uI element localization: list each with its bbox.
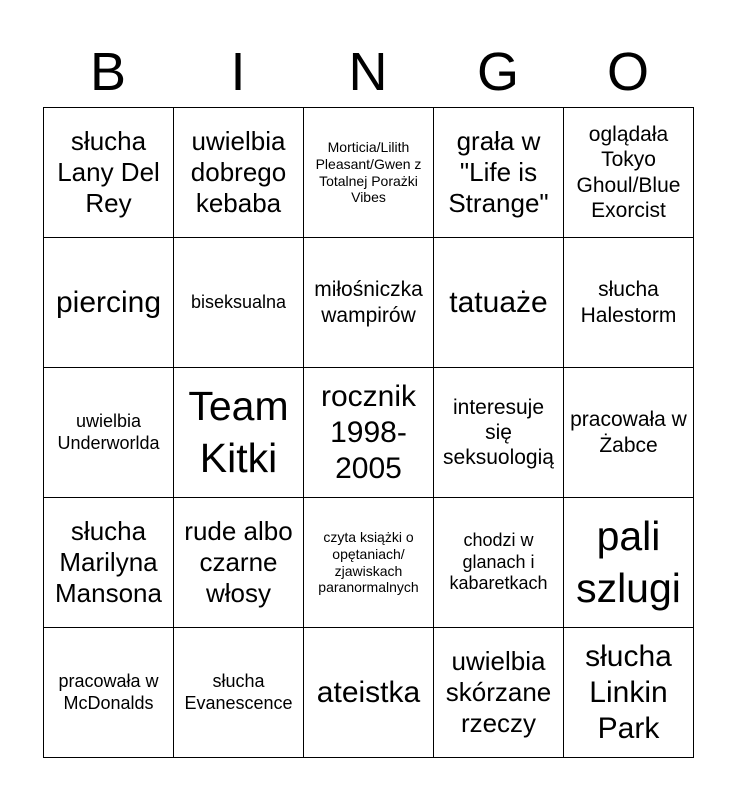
cell-text: słucha Evanescence bbox=[184, 670, 293, 713]
cell-text: tatuaże bbox=[449, 285, 548, 319]
bingo-cell[interactable] bbox=[304, 368, 434, 498]
cell-text: oglądała Tokyo Ghoul/Blue Exorcist bbox=[576, 123, 681, 222]
bingo-cell[interactable] bbox=[434, 238, 564, 368]
cell-text: Morticia/Lilith Pleasant/Gwen z Totalnej Porażki Vibes bbox=[315, 138, 422, 206]
bingo-header bbox=[43, 40, 693, 104]
cell-text: rocznik 1998-2005 bbox=[320, 379, 417, 485]
cell-text: słucha Marilyna Mansona bbox=[55, 515, 162, 609]
cell-text: słucha Lany Del Rey bbox=[57, 125, 160, 219]
cell-text: interesuje się seksuologią bbox=[443, 395, 554, 470]
cell-text: chodzi w glanach i kabaretkach bbox=[449, 530, 548, 594]
bingo-cell[interactable] bbox=[174, 108, 304, 238]
header-letter-b: B bbox=[89, 42, 127, 102]
header-letter-i: I bbox=[230, 42, 246, 102]
bingo-cell[interactable] bbox=[174, 368, 304, 498]
bingo-cell[interactable] bbox=[564, 498, 694, 628]
cell-text: uwielbia Underworlda bbox=[57, 410, 160, 453]
bingo-cell[interactable] bbox=[174, 498, 304, 628]
cell-text: uwielbia dobrego kebaba bbox=[190, 125, 287, 219]
cell-text: miłośniczka wampirów bbox=[314, 278, 423, 327]
bingo-cell[interactable] bbox=[564, 628, 694, 758]
cell-text: pracowała w McDonalds bbox=[58, 670, 159, 713]
bingo-cell[interactable] bbox=[44, 238, 174, 368]
bingo-cell[interactable] bbox=[304, 238, 434, 368]
cell-text: uwielbia skórzane rzeczy bbox=[445, 645, 552, 739]
header-letter-g: G bbox=[476, 42, 519, 102]
bingo-cell[interactable] bbox=[174, 238, 304, 368]
bingo-cell[interactable] bbox=[304, 628, 434, 758]
cell-text: grała w "Life is Strange" bbox=[448, 125, 549, 219]
cell-text: pracowała w Żabce bbox=[570, 408, 687, 457]
bingo-cell[interactable] bbox=[564, 238, 694, 368]
bingo-cell[interactable] bbox=[434, 108, 564, 238]
bingo-cell[interactable] bbox=[304, 498, 434, 628]
bingo-cell[interactable] bbox=[44, 108, 174, 238]
cell-text: słucha Halestorm bbox=[580, 278, 677, 327]
bingo-cell[interactable] bbox=[44, 368, 174, 498]
cell-text: pali szlugi bbox=[576, 513, 681, 611]
bingo-cell[interactable] bbox=[44, 498, 174, 628]
bingo-cell[interactable] bbox=[564, 108, 694, 238]
bingo-cell[interactable] bbox=[564, 368, 694, 498]
cell-text: Team Kitki bbox=[188, 383, 289, 481]
bingo-cell[interactable] bbox=[434, 368, 564, 498]
cell-text: biseksualna bbox=[190, 291, 287, 312]
cell-text: piercing bbox=[55, 285, 162, 319]
cell-text: ateistka bbox=[316, 675, 421, 709]
bingo-cell[interactable] bbox=[434, 628, 564, 758]
bingo-grid bbox=[43, 107, 694, 758]
bingo-cell[interactable] bbox=[174, 628, 304, 758]
header-letter-o: O bbox=[606, 42, 649, 102]
cell-text: rude albo czarne włosy bbox=[184, 515, 293, 609]
cell-text: słucha Linkin Park bbox=[585, 639, 672, 745]
cell-text: czyta książki o opętaniach/ zjawiskach paranormalnych bbox=[318, 528, 419, 596]
header-letter-n: N bbox=[348, 42, 388, 102]
bingo-cell[interactable] bbox=[304, 108, 434, 238]
bingo-cell[interactable] bbox=[434, 498, 564, 628]
bingo-cell[interactable] bbox=[44, 628, 174, 758]
